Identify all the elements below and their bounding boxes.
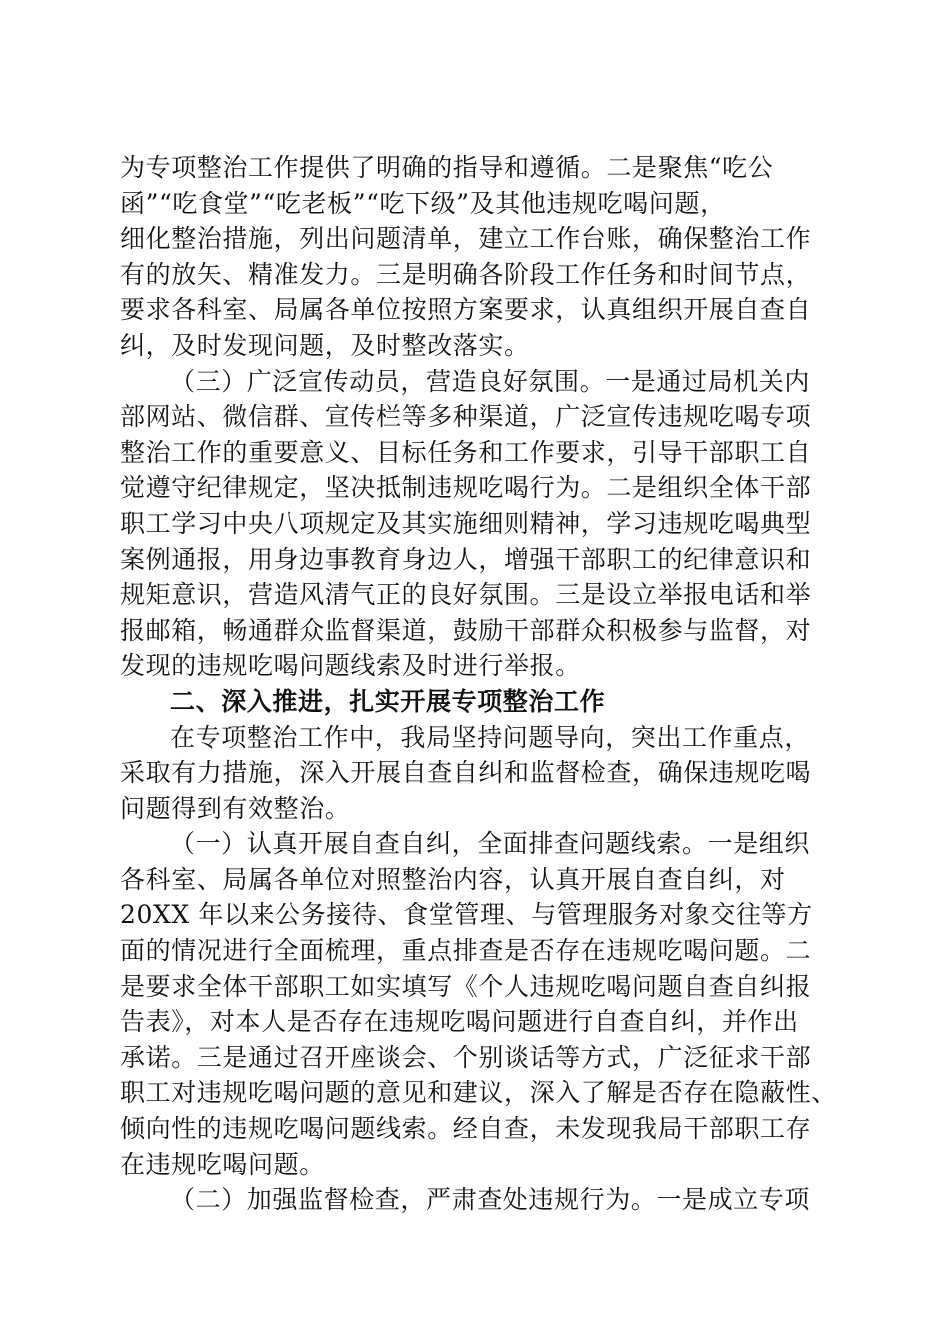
text-line: 倾向性的违规吃喝问题线索。经自查，未发现我局干部职工存 [120, 1114, 812, 1144]
text-line: 案例通报，用身边事教育身边人，增强干部职工的纪律意识和 [120, 544, 812, 574]
text-line: 规矩意识，营造风清气正的良好氛围。三是设立举报电话和举 [120, 580, 812, 610]
text-line: 采取有力措施，深入开展自查自纠和监督检查，确保违规吃喝 [120, 758, 812, 788]
text-line: 面的情况进行全面梳理，重点排查是否存在违规吃喝问题。二 [120, 936, 812, 966]
text-line: 要求各科室、局属各单位按照方案要求，认真组织开展自查自 [120, 295, 812, 325]
text-line: 告表》，对本人是否存在违规吃喝问题进行自查自纠，并作出 [120, 1007, 799, 1037]
text-line: 在违规吃喝问题。 [120, 1149, 325, 1179]
subsection-line: （三）广泛宣传动员，营造良好氛围。一是通过局机关内 [170, 366, 811, 396]
text-line: 问题得到有效整治。 [120, 793, 351, 823]
text-line: 是要求全体干部职工如实填写《个人违规吃喝问题自查自纠报 [120, 971, 812, 1001]
body-text [120, 150, 837, 1218]
text-line: 为专项整治工作提供了明确的指导和遵循。二是聚焦“吃公 [120, 153, 774, 182]
text-line: 纠，及时发现问题，及时整改落实。 [120, 330, 530, 360]
text-line: 细化整治措施，列出问题清单，建立工作台账，确保整治工作 [120, 224, 812, 254]
text-line: 职工对违规吃喝问题的意见和建议，深入了解是否存在隐蔽性、 [120, 1078, 837, 1108]
text-line: 部网站、微信群、宣传栏等多种渠道，广泛宣传违规吃喝专项 [120, 402, 812, 432]
subsection-line: （二）加强监督检查，严肃查处违规行为。一是成立专项 [170, 1185, 811, 1215]
text-line: 20XX 年以来公务接待、食堂管理、与管理服务对象交往等方 [120, 900, 813, 930]
subsection-line: （一）认真开展自查自纠，全面排查问题线索。一是组织 [170, 829, 811, 859]
text-line: 各科室、局属各单位对照整治内容，认真开展自查自纠，对 [120, 864, 786, 894]
text-line: 承诺。三是通过召开座谈会、个别谈话等方式，广泛征求干部 [120, 1042, 812, 1072]
section-heading: 二、深入推进，扎实开展专项整治工作 [170, 686, 606, 716]
text-line: 职工学习中央八项规定及其实施细则精神，学习违规吃喝典型 [120, 508, 812, 538]
text-line: 在专项整治工作中，我局坚持问题导向，突出工作重点， [170, 722, 811, 752]
text-line: 整治工作的重要意义、目标任务和工作要求，引导干部职工自 [120, 437, 812, 467]
text-line: 觉遵守纪律规定，坚决抵制违规吃喝行为。二是组织全体干部 [120, 473, 812, 503]
text-line: 发现的违规吃喝问题线索及时进行举报。 [120, 651, 581, 681]
text-line: 报邮箱，畅通群众监督渠道，鼓励干部群众积极参与监督，对 [120, 615, 812, 645]
text-line: 函”“吃食堂”“吃老板”“吃下级”及其他违规吃喝问题， [120, 188, 726, 218]
text-line: 有的放矢、精准发力。三是明确各阶段工作任务和时间节点， [120, 259, 812, 289]
